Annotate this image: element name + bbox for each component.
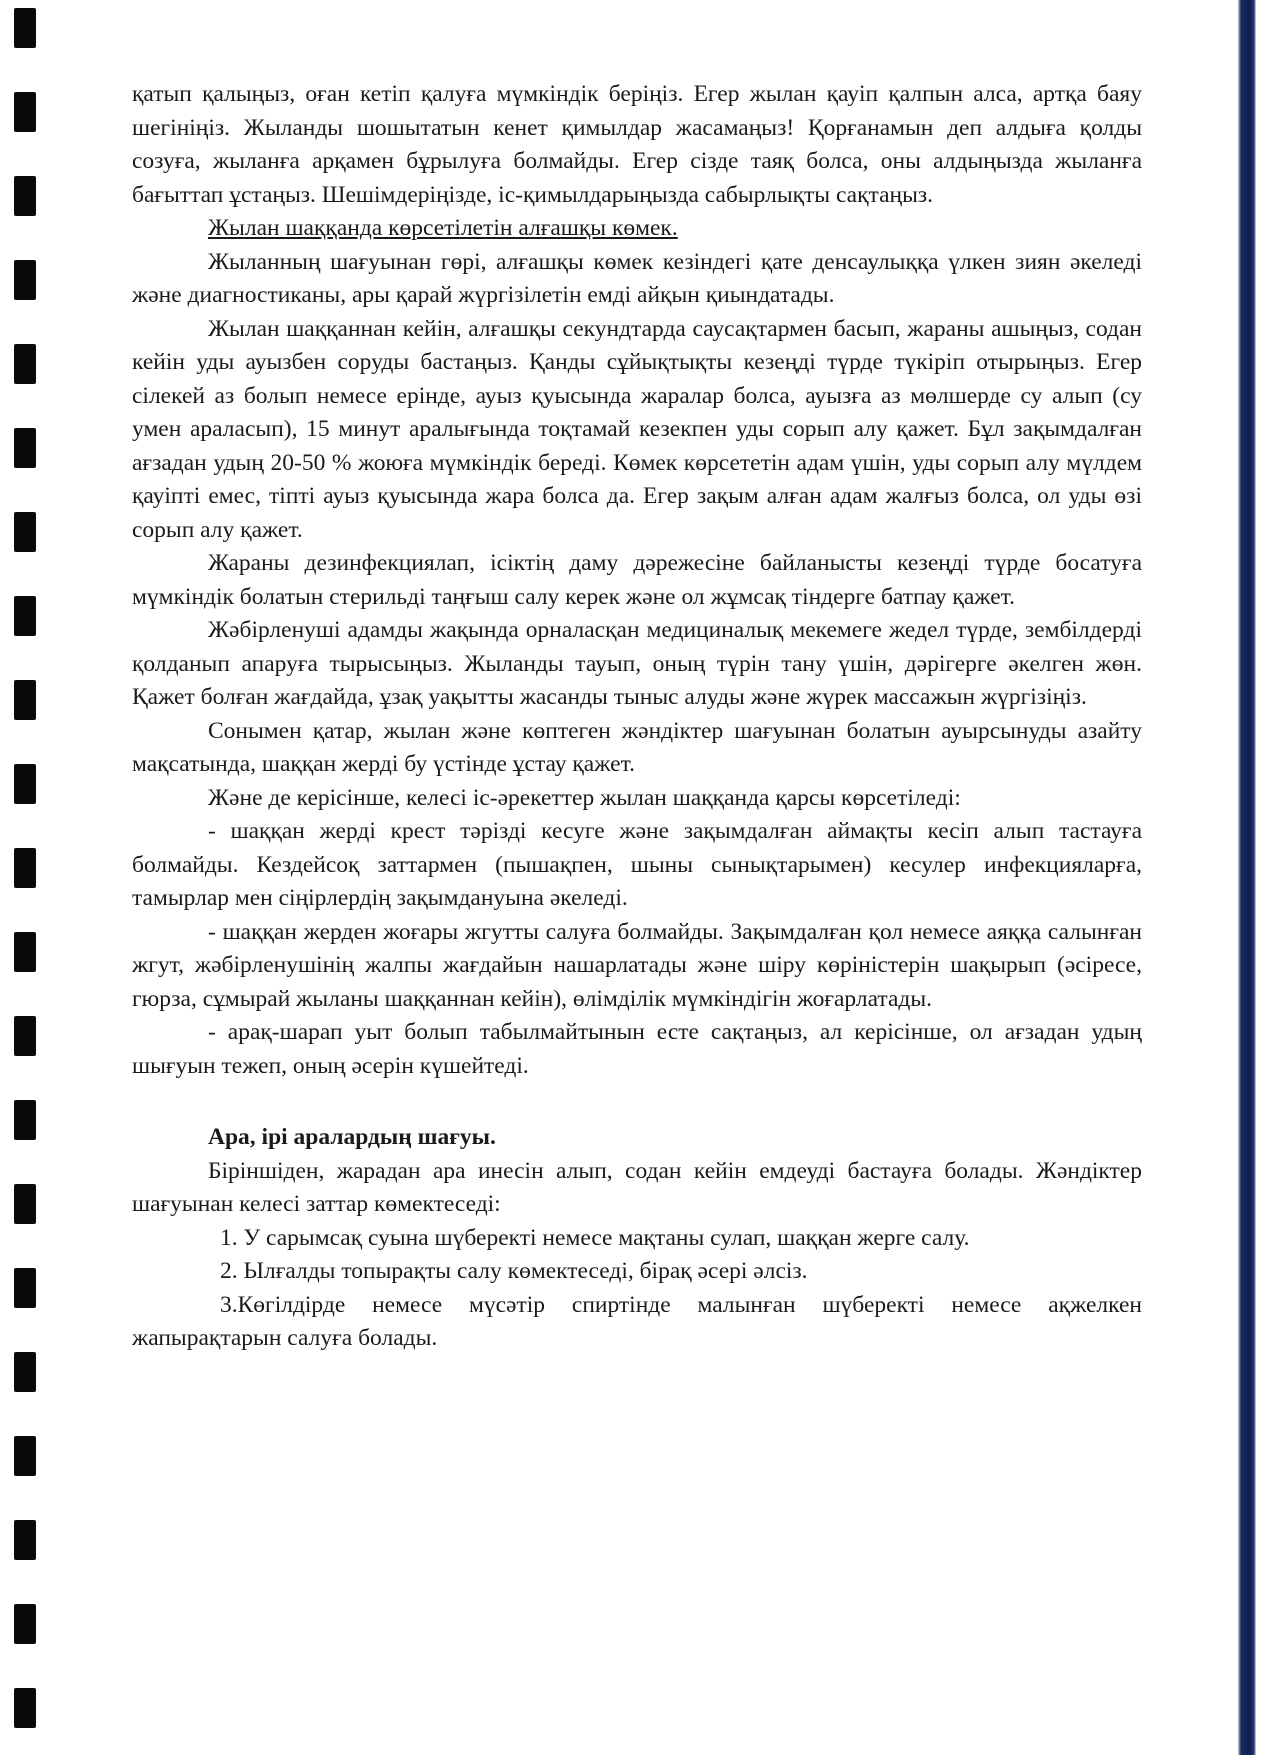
binding-hole: [14, 1184, 36, 1224]
binding-hole: [14, 596, 36, 636]
binding-hole: [14, 176, 36, 216]
numbered-item: 3.Көгілдірде немесе мүсәтір спиртінде малынған шүберекті немесе ақжелкен жапырақтарын салуға болады.: [132, 1291, 1142, 1351]
binding-hole: [14, 1100, 36, 1140]
binding-hole: [14, 8, 36, 48]
binding-hole: [14, 428, 36, 468]
binding-hole: [14, 1520, 36, 1560]
spacer: [132, 1083, 1142, 1121]
binding-hole: [14, 848, 36, 888]
binding-holes: [0, 0, 70, 1755]
binding-hole: [14, 1436, 36, 1476]
binding-hole: [14, 512, 36, 552]
paragraph: Жылан шаққаннан кейін, алғашқы секундтарда саусақтармен басып, жараны ашыңыз, содан кейін уды ауызбен соруды бастаңыз. Қанды сұйықтықты кезеңді түрде түкіріп отырыңыз. Егер сілекей аз болып немесе ерінде, ауыз қуысында жаралар болса, ауызға аз мөлшерде су алып (су умен араласып), 15 минут аралығында тоқтамай кезекпен уды сорып алу қажет. Бұл зақымдалған ағзадан удың 20-50 % жоюға мүмкіндік береді. Көмек көрсететін адам үшін, уды сорып алу мүлдем қауіпті емес, тіпті ауыз қуысында жара болса да. Егер зақым алған адам жалғыз болса, ол уды өзі сорып алу қажет.: [132, 315, 1142, 543]
binding-hole: [14, 1352, 36, 1392]
paragraph: Жыланның шағуынан гөрі, алғашқы көмек кезіндегі қате денсаулыққа үлкен зиян әкеледі және диагностиканы, ары қарай жүргізілетін емді айқын қиындатады.: [132, 248, 1142, 308]
binding-hole: [14, 1268, 36, 1308]
section-heading-bee-sting: Ара, ірі аралардың шағуы.: [208, 1124, 496, 1150]
numbered-item: 1. У сарымсақ суына шүберекті немесе мақтаны сулап, шаққан жерге салу.: [220, 1224, 970, 1251]
paragraph-continuation: қатып қалыңыз, оған кетіп қалуға мүмкіндік беріңіз. Егер жылан қауіп қалпын алса, артқа баяу шегініңіз. Жыланды шошытатын кенет қимылдар жасамаңыз! Қорғанамын деп алдыға қолды созуға, жыланға арқамен бұрылуға болмайды. Егер сізде таяқ болса, оны алдыңызда жыланға бағыттап ұстаңыз. Шешімдеріңізде, іс-қимылдарыңызда сабырлықты сақтаңыз.: [132, 81, 1142, 208]
binding-hole: [14, 260, 36, 300]
paragraph: Біріншіден, жарадан ара инесін алып, содан кейін емдеуді бастауға болады. Жәндіктер шағуынан келесі заттар көмектеседі:: [132, 1157, 1142, 1217]
binding-hole: [14, 1604, 36, 1644]
document-page: [132, 78, 1142, 1356]
numbered-item: 2. Ылғалды топырақты салу көмектеседі, бірақ әсері әлсіз.: [220, 1258, 808, 1284]
paragraph: Сонымен қатар, жылан және көптеген жәндіктер шағуынан болатын ауырсынуды азайту мақсатында, шаққан жерді бу үстінде ұстау қажет.: [132, 717, 1142, 777]
page-edge-binding: [1238, 0, 1256, 1755]
list-item: - шаққан жерді крест тәрізді кесуге және зақымдалған аймақты кесіп алып тастауға болмайды. Кездейсоқ заттармен (пышақпен, шыны сынықтарымен) кесулер инфекцияларға, тамырлар мен сіңірлердің зақымдануына әкеледі.: [132, 818, 1142, 911]
section-heading-first-aid: Жылан шаққанда көрсетілетін алғашқы көмек.: [208, 215, 678, 241]
binding-hole: [14, 92, 36, 132]
binding-hole: [14, 344, 36, 384]
paragraph: Жараны дезинфекциялап, ісіктің даму дәрежесіне байланысты кезеңді түрде босатуға мүмкіндік болатын стерильді таңғыш салу керек және ол жұмсақ тіндерге батпау қажет.: [132, 550, 1142, 610]
list-item: - арақ-шарап уыт болып табылмайтынын есте сақтаңыз, ал керісінше, ол ағзадан удың шығуын тежеп, оның әсерін күшейтеді.: [132, 1019, 1142, 1079]
binding-hole: [14, 1688, 36, 1728]
binding-hole: [14, 764, 36, 804]
binding-hole: [14, 680, 36, 720]
binding-hole: [14, 932, 36, 972]
paragraph: Және де керісінше, келесі іс-әрекеттер жылан шаққанда қарсы көрсетіледі:: [208, 784, 961, 811]
list-item: - шаққан жерден жоғары жгутты салуға болмайды. Зақымдалған қол немесе аяққа салынған жгут, жәбірленушінің жалпы жағдайын нашарлатады және шіру көріністерін шақырып (әсіресе, гюрза, сұмырай жыланы шаққаннан кейін), өлімділік мүмкіндігін жоғарлатады.: [132, 918, 1142, 1012]
paragraph: Жәбірленуші адамды жақында орналасқан медициналық мекемеге жедел түрде, зембілдерді қолданып апаруға тырысыңыз. Жыланды тауып, оның түрін тану үшін, дәрігерге әкелген жөн. Қажет болған жағдайда, ұзақ уақытты жасанды тыныс алуды және жүрек массажын жүргізіңіз.: [132, 617, 1142, 710]
binding-hole: [14, 1016, 36, 1056]
